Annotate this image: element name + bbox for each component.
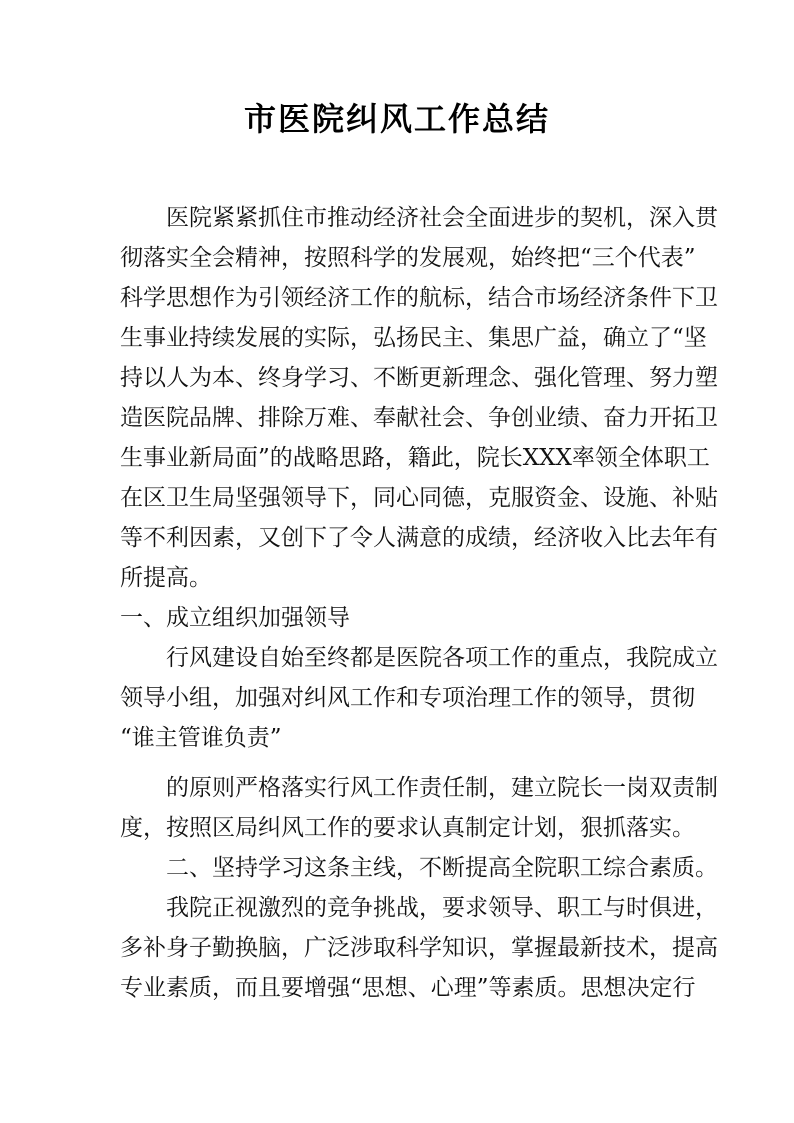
paragraph-line: 彻落实全会精神，按照科学的发展观，始终把“三个代表” [120,245,696,271]
document-title: 市医院纠风工作总结 [243,100,550,138]
paragraph-line: 我院正视激烈的竞争挑战，要求领导、职工与时俱进， [166,895,718,921]
paragraph-line: 科学思想作为引领经济工作的航标，结合市场经济条件下卫 [120,285,718,311]
paragraph-line: 持以人为本、终身学习、不断更新理念、强化管理、努力塑 [120,365,718,391]
paragraph-line: 多补身子勤换脑，广泛涉取科学知识，掌握最新技术，提高 [120,935,718,961]
paragraph-line: 等不利因素，又创下了令人满意的成绩，经济收入比去年有 [120,525,718,551]
paragraph-line: 造医院品牌、排除万难、奉献社会、争创业绩、奋力开拓卫 [120,405,718,431]
paragraph-line: 行风建设自始至终都是医院各项工作的重点，我院成立 [166,645,718,671]
paragraph-line: 医院紧紧抓住市推动经济社会全面进步的契机，深入贯 [166,205,718,231]
section-heading-2: 二、坚持学习这条主线，不断提高全院职工综合素质。 [166,855,718,881]
paragraph-line: 生事业新局面”的战略思路，籍此，院长XXX率领全体职工 [120,445,710,471]
paragraph-line: 的原则严格落实行风工作责任制，建立院长一岗双责制 [166,775,718,801]
paragraph-line: “谁主管谁负责” [120,725,282,751]
paragraph-line: 在区卫生局坚强领导下，同心同德，克服资金、设施、补贴 [120,485,718,511]
paragraph-line: 领导小组，加强对纠风工作和专项治理工作的领导，贯彻 [120,685,695,711]
paragraph-line: 生事业持续发展的实际，弘扬民主、集思广益，确立了“坚 [120,325,707,351]
paragraph-line: 所提高。 [120,565,212,591]
paragraph-line: 度，按照区局纠风工作的要求认真制定计划，狠抓落实。 [120,815,695,841]
section-heading-1: 一、成立组织加强领导 [120,605,350,631]
paragraph-line: 专业素质，而且要增强“思想、心理”等素质。思想决定行 [120,975,696,1001]
